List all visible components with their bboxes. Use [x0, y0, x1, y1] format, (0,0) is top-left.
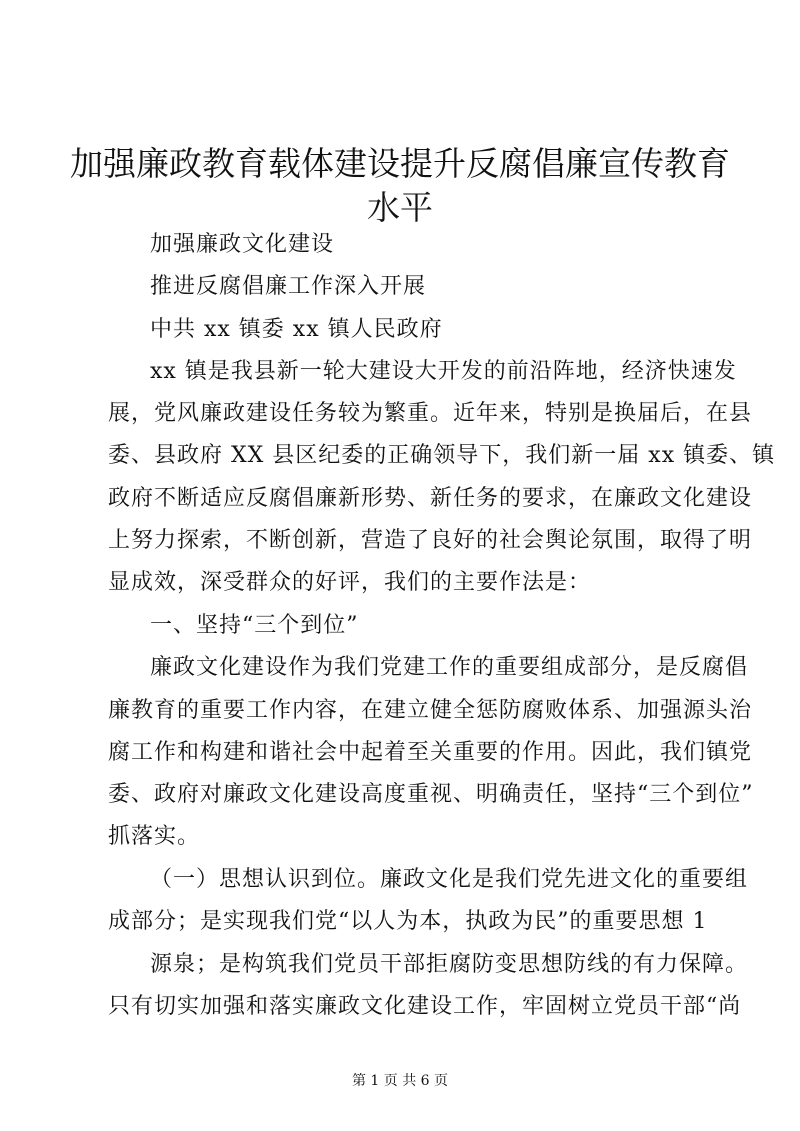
paragraph-line: 廉教育的重要工作内容，在建立健全惩防腐败体系、加强源头治	[108, 698, 753, 723]
paragraph-line: 委、政府对廉政文化建设高度重视、明确责任，坚持“三个到位”	[108, 782, 754, 807]
paragraph-line: 委、县政府 XX 县区纪委的正确领导下，我们新一届 xx 镇委、镇	[108, 443, 776, 468]
subtitle-line: 加强廉政文化建设	[150, 232, 335, 257]
paragraph-line: 展，党风廉政建设任务较为繁重。近年来，特别是换届后，在县	[108, 401, 753, 426]
paragraph-line: 上努力探索，不断创新，营造了良好的社会舆论氛围，取得了明	[108, 528, 753, 553]
paragraph-line: 成部分；是实现我们党“以人为本，执政为民”的重要思想 1	[108, 909, 708, 934]
paragraph-line: 廉政文化建设作为我们党建工作的重要组成部分，是反腐倡	[150, 655, 749, 680]
document-title-line-2: 水平	[367, 188, 433, 227]
document-title-line-1: 加强廉政教育载体建设提升反腐倡廉宣传教育	[70, 144, 730, 183]
section-heading: 一、坚持“三个到位”	[150, 613, 359, 638]
paragraph-line: 源泉；是构筑我们党员干部拒腐防变思想防线的有力保障。	[150, 952, 749, 977]
author-line: 中共 xx 镇委 xx 镇人民政府	[150, 317, 443, 342]
paragraph-line: 显成效，深受群众的好评，我们的主要作法是：	[108, 570, 592, 595]
subtitle-line: 推进反腐倡廉工作深入开展	[150, 274, 427, 299]
paragraph-line: 只有切实加强和落实廉政文化建设工作，牢固树立党员干部“尚	[108, 994, 742, 1019]
paragraph-line: 政府不断适应反腐倡廉新形势、新任务的要求，在廉政文化建设	[108, 486, 753, 511]
paragraph-line: 抓落实。	[108, 824, 201, 849]
page-footer: 第 1 页 共 6 页	[351, 1073, 449, 1089]
paragraph-line: 腐工作和构建和谐社会中起着至关重要的作用。因此，我们镇党	[108, 740, 753, 765]
paragraph-line: xx 镇是我县新一轮大建设大开发的前沿阵地，经济快速发	[150, 359, 737, 384]
paragraph-line: （一）思想认识到位。廉政文化是我们党先进文化的重要组	[150, 867, 749, 892]
